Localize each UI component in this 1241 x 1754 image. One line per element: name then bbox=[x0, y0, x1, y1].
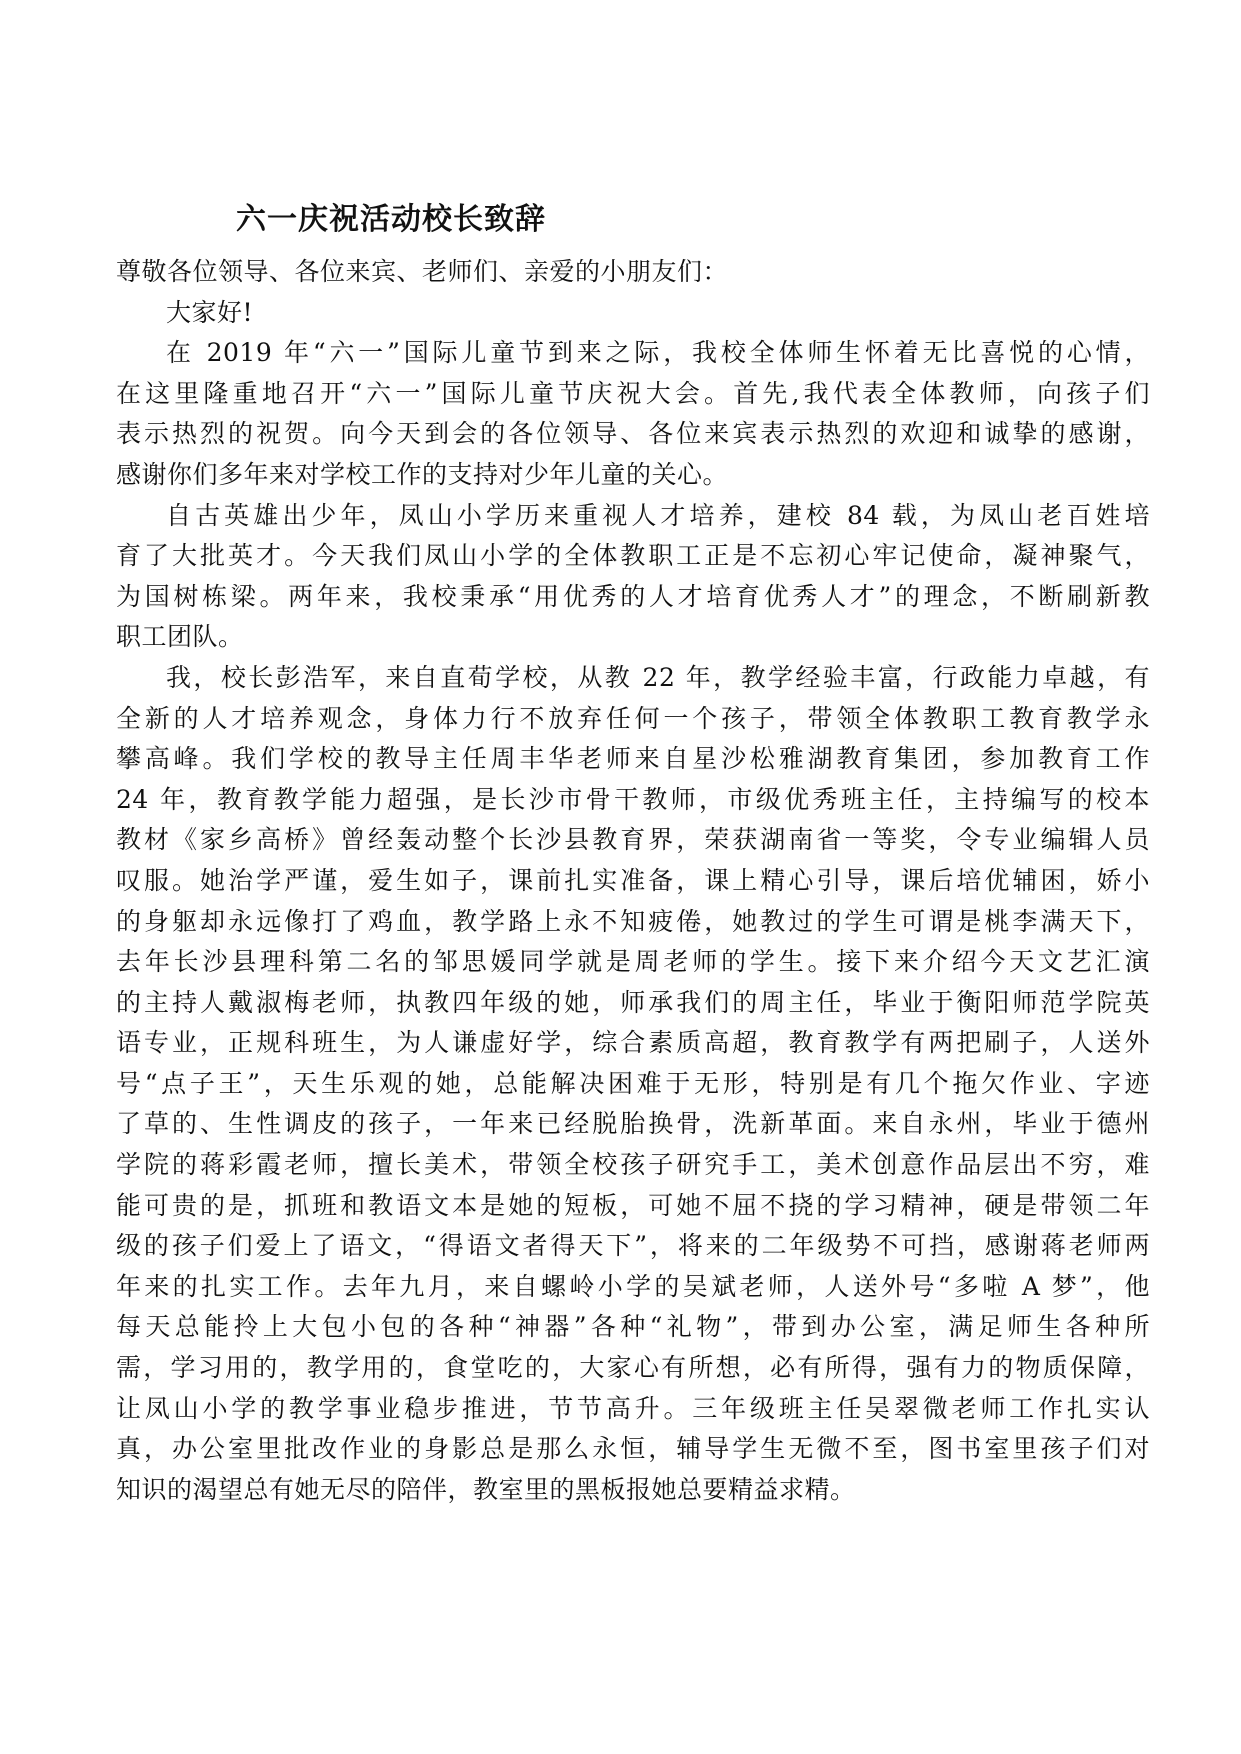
speech-body bbox=[116, 252, 1150, 1510]
text-line: 需，学习用的，教学用的，食堂吃的，大家心有所想，必有所得，强有力的物质保障， bbox=[116, 1353, 1150, 1383]
text-line: 每天总能拎上大包小包的各种“神器”各种“礼物”，带到办公室，满足师生各种所 bbox=[116, 1312, 1150, 1342]
text-line: 为国树栋梁。两年来，我校秉承“用优秀的人才培育优秀人才”的理念，不断刷新教 bbox=[116, 581, 1150, 611]
text-line: 去年长沙县理科第二名的邹思媛同学就是周老师的学生。接下来介绍今天文艺汇演 bbox=[116, 947, 1150, 977]
text-line: 能可贵的是，抓班和教语文本是她的短板，可她不屈不挠的学习精神，硬是带领二年 bbox=[116, 1190, 1150, 1220]
document-title: 六一庆祝活动校长致辞 bbox=[236, 202, 546, 237]
text-line: 语专业，正规科班生，为人谦虚好学，综合素质高超，教育教学有两把刷子，人送外 bbox=[116, 1028, 1150, 1058]
text-line: 的身躯却永远像打了鸡血，教学路上永不知疲倦，她教过的学生可谓是桃李满天下， bbox=[116, 906, 1150, 936]
text-line: 育了大批英才。今天我们凤山小学的全体教职工正是不忘初心牢记使命，凝神聚气， bbox=[116, 541, 1150, 571]
text-line: 在这里隆重地召开“六一”国际儿童节庆祝大会。首先,我代表全体教师，向孩子们 bbox=[116, 378, 1150, 408]
text-line: 攀高峰。我们学校的教导主任周丰华老师来自星沙松雅湖教育集团，参加教育工作 bbox=[116, 744, 1150, 774]
text-line: 教材《家乡高桥》曾经轰动整个长沙县教育界，荣获湖南省一等奖，令专业编辑人员 bbox=[116, 825, 1150, 855]
text-line: 尊敬各位领导、各位来宾、老师们、亲爱的小朋友们： bbox=[116, 257, 729, 286]
text-line: 让凤山小学的教学事业稳步推进，节节高升。三年级班主任吴翠微老师工作扎实认 bbox=[116, 1393, 1150, 1423]
text-line: 职工团队。 bbox=[116, 622, 244, 652]
text-line: 全新的人才培养观念，身体力行不放弃任何一个孩子，带领全体教职工教育教学永 bbox=[116, 703, 1150, 733]
text-line: 叹服。她治学严谨，爱生如子，课前扎实准备，课上精心引导，课后培优辅困，娇小 bbox=[116, 865, 1150, 895]
text-line: 表示热烈的祝贺。向今天到会的各位领导、各位来宾表示热烈的欢迎和诚挚的感谢， bbox=[116, 419, 1150, 449]
text-line: 我，校长彭浩军，来自直荀学校，从教 22 年，教学经验丰富，行政能力卓越，有 bbox=[166, 662, 1150, 692]
text-line: 年来的扎实工作。去年九月，来自螺岭小学的吴斌老师，人送外号“多啦 A 梦”，他 bbox=[116, 1271, 1150, 1301]
text-line: 感谢你们多年来对学校工作的支持对少年儿童的关心。 bbox=[116, 459, 729, 489]
text-line: 级的孩子们爱上了语文，“得语文者得天下”，将来的二年级势不可挡，感谢蒋老师两 bbox=[116, 1231, 1150, 1261]
text-line: 知识的渴望总有她无尽的陪伴，教室里的黑板报她总要精益求精。 bbox=[116, 1474, 856, 1504]
text-line: 学院的蒋彩霞老师，擅长美术，带领全校孩子研究手工，美术创意作品层出不穷，难 bbox=[116, 1150, 1150, 1180]
text-line: 了草的、生性调皮的孩子，一年来已经脱胎换骨，洗新革面。来自永州，毕业于德州 bbox=[116, 1109, 1150, 1139]
text-line: 大家好! bbox=[166, 297, 254, 327]
text-line: 号“点子王”，天生乐观的她，总能解决困难于无形，特别是有几个拖欠作业、字迹 bbox=[116, 1068, 1150, 1098]
text-line: 真，办公室里批改作业的身影总是那么永恒，辅导学生无微不至，图书室里孩子们对 bbox=[116, 1434, 1150, 1464]
text-line: 24 年，教育教学能力超强，是长沙市骨干教师，市级优秀班主任，主持编写的校本 bbox=[116, 784, 1150, 814]
text-line: 在 2019 年“六一”国际儿童节到来之际，我校全体师生怀着无比喜悦的心情， bbox=[166, 338, 1150, 368]
text-line: 的主持人戴淑梅老师，执教四年级的她，师承我们的周主任，毕业于衡阳师范学院英 bbox=[116, 987, 1150, 1017]
text-line: 自古英雄出少年，凤山小学历来重视人才培养，建校 84 载，为凤山老百姓培 bbox=[166, 500, 1150, 530]
